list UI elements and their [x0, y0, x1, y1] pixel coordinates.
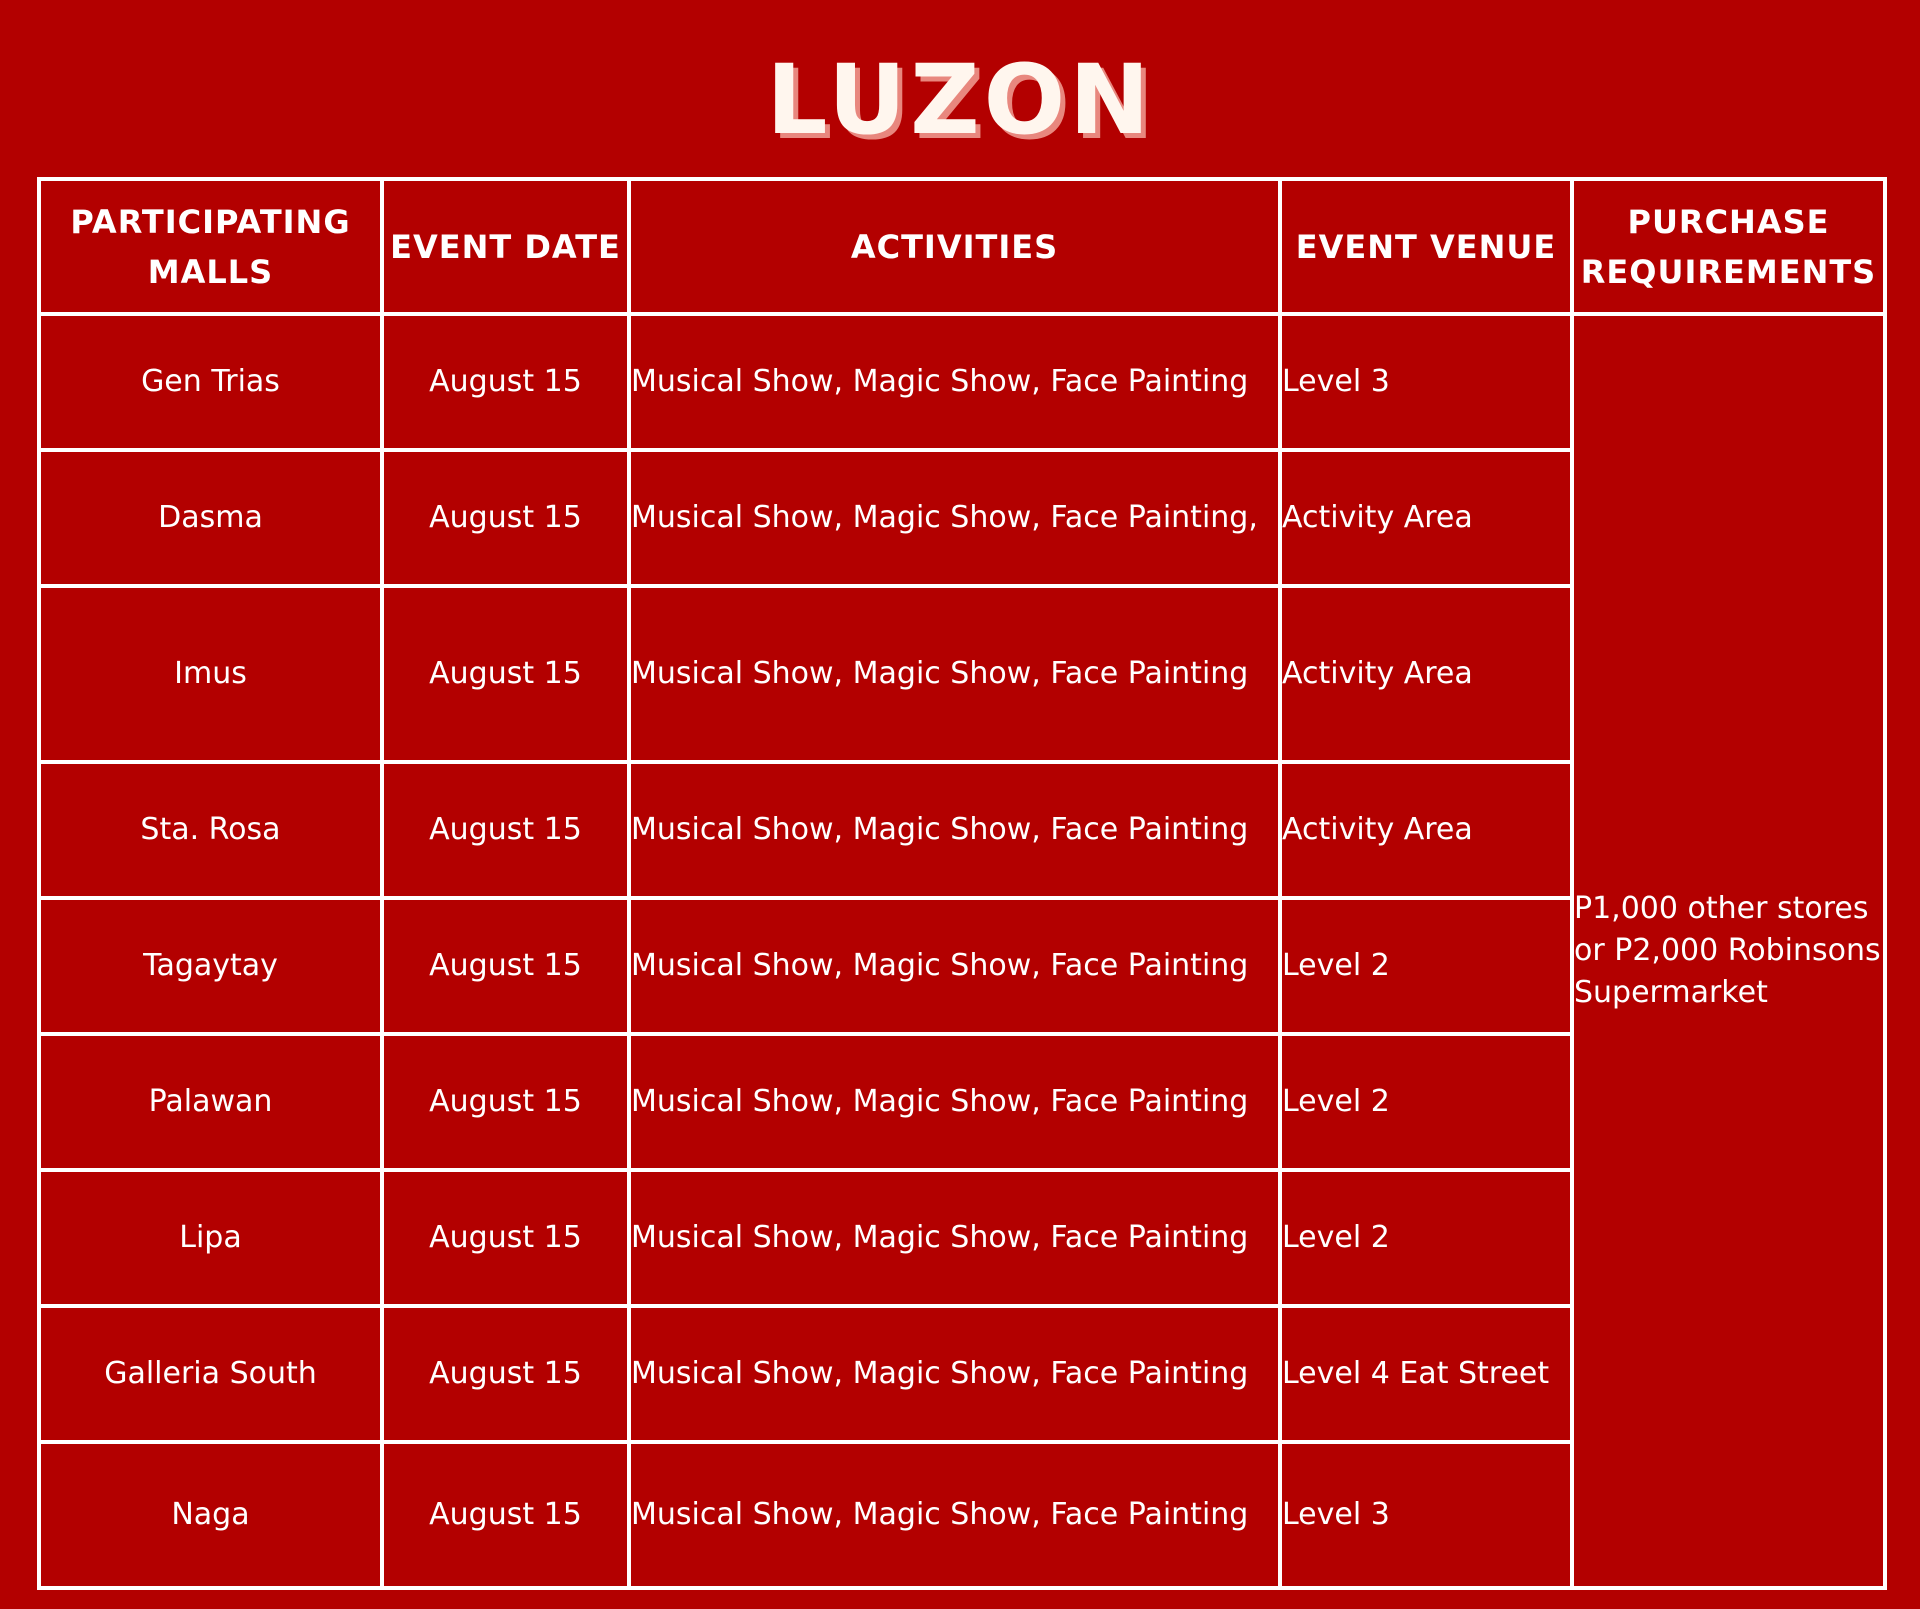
header-activities: ACTIVITIES: [629, 179, 1280, 314]
activities-cell: Musical Show, Magic Show, Face Painting,: [629, 450, 1280, 586]
activities-cell: Musical Show, Magic Show, Face Painting: [629, 586, 1280, 762]
mall-cell: Galleria South: [39, 1306, 382, 1442]
header-event-venue: EVENT VENUE: [1280, 179, 1572, 314]
header-participating-malls: PARTICIPATING MALLS: [39, 179, 382, 314]
activities-cell: Musical Show, Magic Show, Face Painting: [629, 1442, 1280, 1588]
date-cell: August 15: [382, 586, 629, 762]
date-cell: August 15: [382, 1170, 629, 1306]
mall-cell: Sta. Rosa: [39, 762, 382, 898]
activities-cell: Musical Show, Magic Show, Face Painting: [629, 1034, 1280, 1170]
venue-cell: Level 3: [1280, 314, 1572, 450]
mall-cell: Gen Trias: [39, 314, 382, 450]
date-cell: August 15: [382, 898, 629, 1034]
date-cell: August 15: [382, 1034, 629, 1170]
mall-cell: Tagaytay: [39, 898, 382, 1034]
date-cell: August 15: [382, 450, 629, 586]
venue-cell: Activity Area: [1280, 762, 1572, 898]
mall-cell: Imus: [39, 586, 382, 762]
venue-cell: Level 2: [1280, 1170, 1572, 1306]
activities-cell: Musical Show, Magic Show, Face Painting: [629, 1306, 1280, 1442]
purchase-requirements-cell: P1,000 other stores or P2,000 Robinsons Supermarket: [1572, 314, 1885, 1588]
activities-cell: Musical Show, Magic Show, Face Painting: [629, 762, 1280, 898]
table-row: [39, 314, 1885, 450]
header-event-date: EVENT DATE: [382, 179, 629, 314]
mall-cell: Naga: [39, 1442, 382, 1588]
date-cell: August 15: [382, 1306, 629, 1442]
events-table: [37, 177, 1887, 1590]
date-cell: August 15: [382, 762, 629, 898]
date-cell: August 15: [382, 1442, 629, 1588]
activities-cell: Musical Show, Magic Show, Face Painting: [629, 1170, 1280, 1306]
activities-cell: Musical Show, Magic Show, Face Painting: [629, 898, 1280, 1034]
venue-cell: Activity Area: [1280, 586, 1572, 762]
venue-cell: Activity Area: [1280, 450, 1572, 586]
venue-cell: Level 2: [1280, 898, 1572, 1034]
header-purchase-requirements: PURCHASE REQUIREMENTS: [1572, 179, 1885, 314]
venue-cell: Level 4 Eat Street: [1280, 1306, 1572, 1442]
activities-cell: Musical Show, Magic Show, Face Painting: [629, 314, 1280, 450]
mall-cell: Palawan: [39, 1034, 382, 1170]
mall-cell: Dasma: [39, 450, 382, 586]
venue-cell: Level 3: [1280, 1442, 1572, 1588]
table-header-row: [39, 179, 1885, 314]
venue-cell: Level 2: [1280, 1034, 1572, 1170]
page-title: LUZON: [766, 44, 1154, 156]
mall-cell: Lipa: [39, 1170, 382, 1306]
date-cell: August 15: [382, 314, 629, 450]
